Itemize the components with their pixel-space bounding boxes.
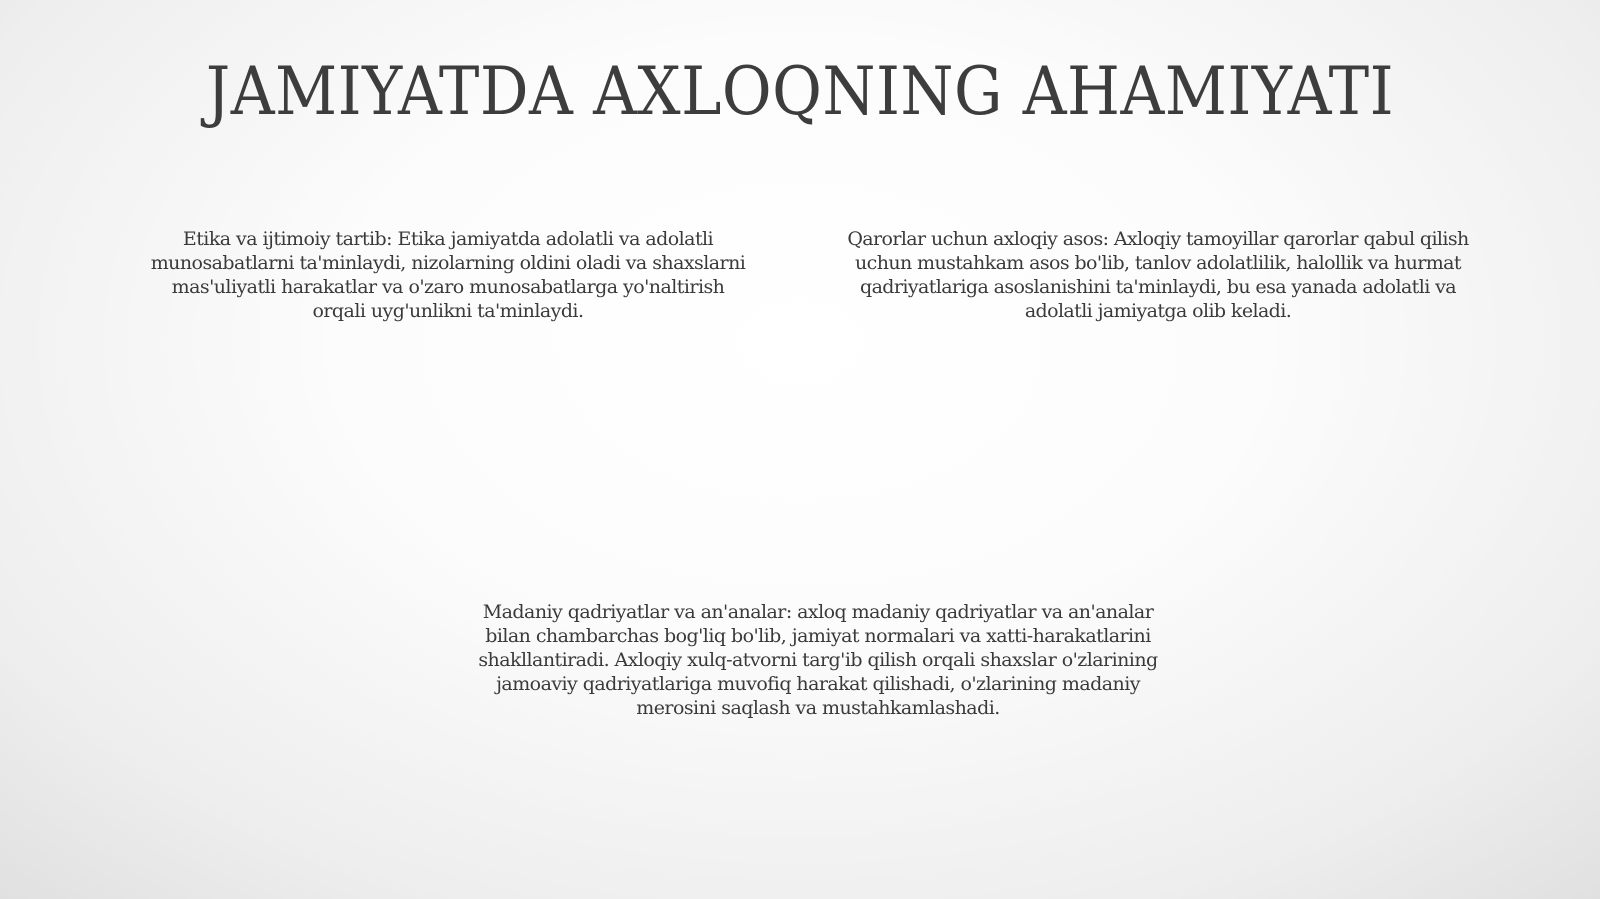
paragraph-ethical-decision-basis: Qarorlar uchun axloqiy asos: Axloqiy tamoyillar qarorlar qabul qilish uchun mustahkam asos bo'lib, tanlov adolatlilik, halollik va hurmat qadriyatlariga asoslanishini ta'minlaydi, bu esa yanada adolatli va adolatli jamiyatga olib keladi. [847, 228, 1469, 322]
paragraph-cultural-values: Madaniy qadriyatlar va an'analar: axloq madaniy qadriyatlar va an'analar bilan chambarchas bog'liq bo'lib, jamiyat normalari va xatti-harakatlarini shakllantiradi. Axloqiy xulq-atvorni targ'ib qilish orqali shaxslar o'zlarining jamoaviy qadriyatlariga muvofiq harakat qilishadi, o'zlarining madaniy merosini saqlash va mustahkamlashadi. [478, 601, 1158, 719]
slide-title: JAMIYATDA AXLOQNING AHAMIYATI [205, 53, 1395, 130]
paragraph-ethics-social-order: Etika va ijtimoiy tartib: Etika jamiyatda adolatli va adolatli munosabatlarni ta'minlaydi, nizolarning oldini oladi va shaxslarni mas'uliyatli harakatlar va o'zaro munosabatlarga yo'naltirish orqali uyg'unlikni ta'minlaydi. [150, 228, 746, 322]
